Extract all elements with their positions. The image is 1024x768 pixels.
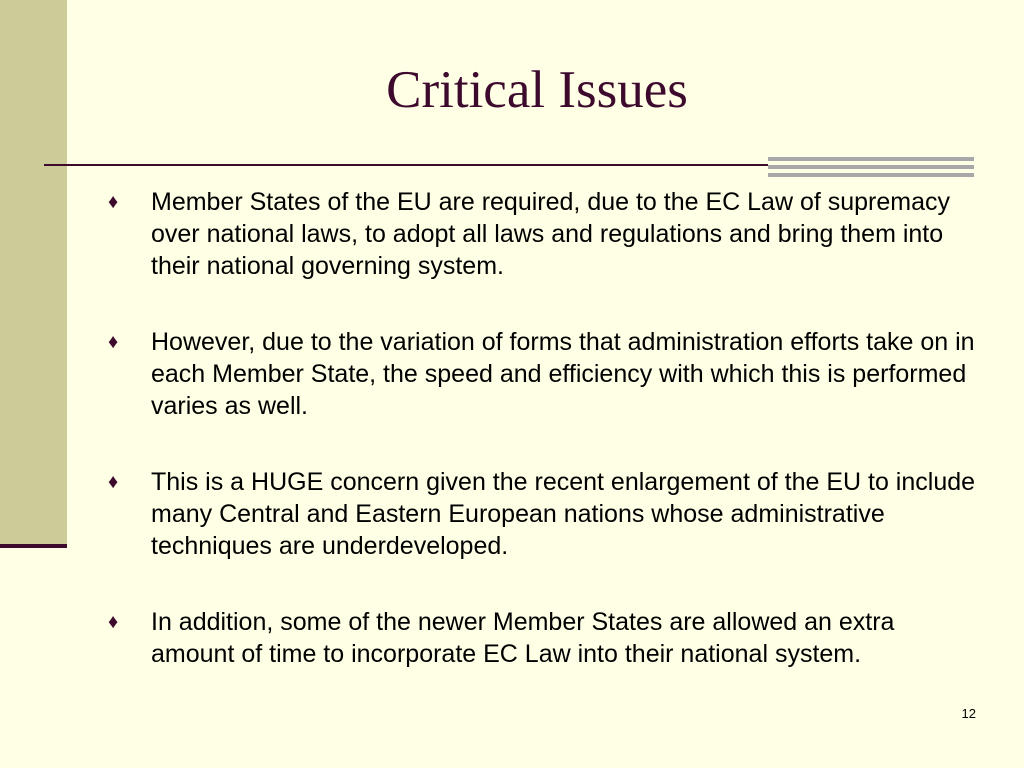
bullet-text: In addition, some of the newer Member States are allowed an extra amount of time to incorporate EC Law into their national system. [151, 608, 895, 668]
bullet-list [108, 186, 978, 714]
bullet-text: Member States of the EU are required, due to the EC Law of supremacy over national laws, to adopt all laws and regulations and bring them into their national governing system. [151, 188, 951, 280]
diamond-icon: ♦ [108, 331, 119, 353]
slide-title: Critical Issues [386, 61, 688, 119]
left-accent-rule [0, 544, 67, 548]
decorative-grey-band [768, 157, 974, 177]
left-decorative-bar [0, 0, 67, 548]
bullet-item [108, 606, 978, 670]
bullet-item [108, 186, 978, 282]
page-number: 12 [961, 706, 976, 721]
bullet-item [108, 466, 978, 562]
bullet-item [108, 326, 978, 422]
bullet-text: This is a HUGE concern given the recent enlargement of the EU to include many Central and Eastern European nations whose administrative techniques are underdeveloped. [151, 468, 976, 560]
diamond-icon: ♦ [108, 611, 119, 633]
diamond-icon: ♦ [108, 191, 119, 213]
bullet-text: However, due to the variation of forms that administration efforts take on in each Member State, the speed and efficiency with which this is performed varies as well. [151, 328, 975, 420]
diamond-icon: ♦ [108, 471, 119, 493]
